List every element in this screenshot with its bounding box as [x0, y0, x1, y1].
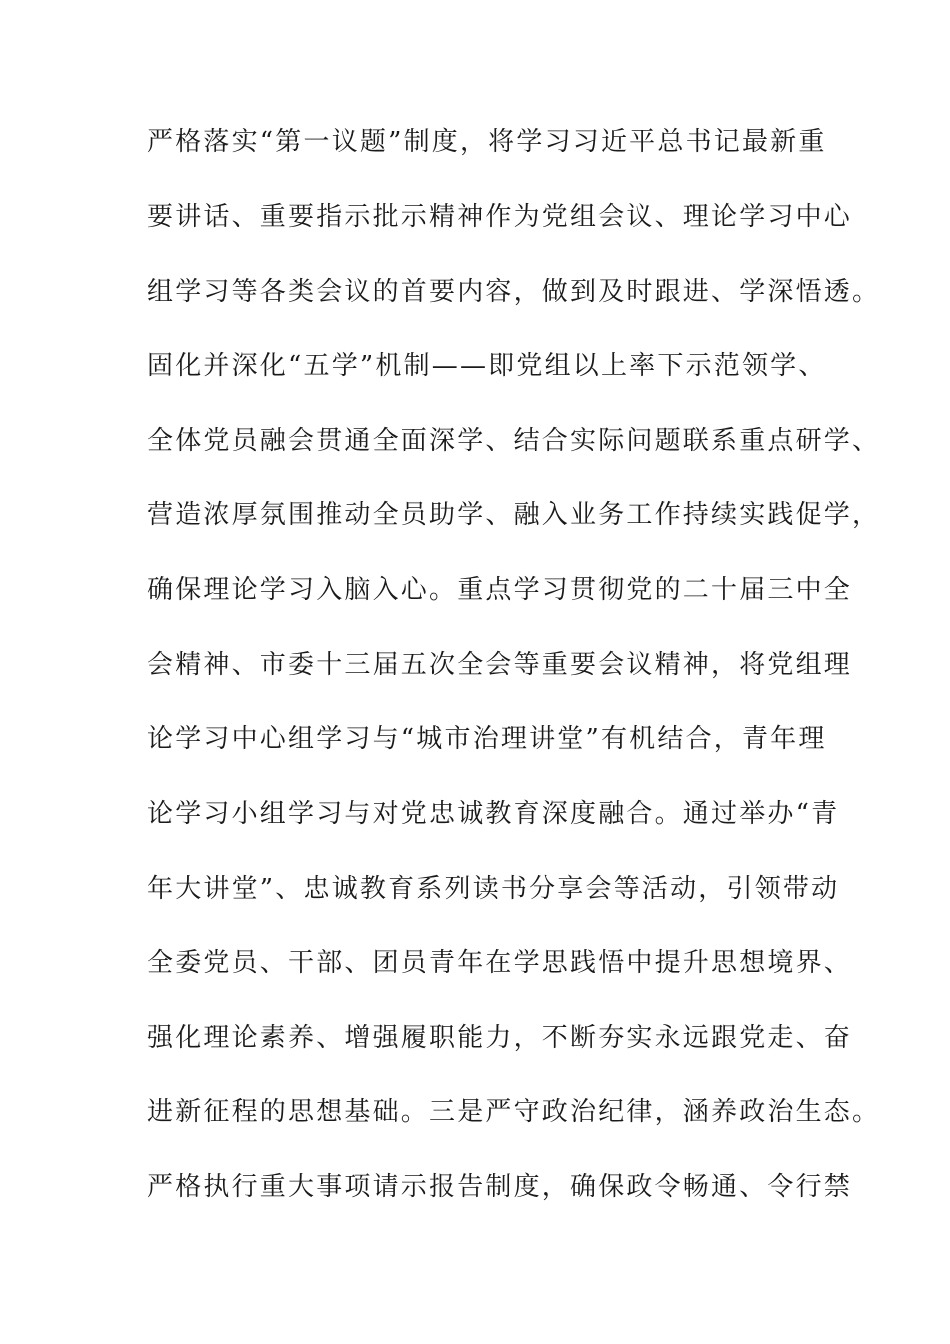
text-line: 会精神、市委十三届五次全会等重要会议精神，将党组理 [147, 650, 853, 680]
text-line: 进新征程的思想基础。三是严守政治纪律，涵养政治生态。 [147, 1097, 881, 1127]
text-line: 年大讲堂”、忠诚教育系列读书分享会等活动，引领带动 [147, 874, 840, 904]
text-line: 强化理论素养、增强履职能力，不断夯实永远跟党走、奋 [147, 1023, 853, 1053]
text-line: 严格执行重大事项请示报告制度，确保政令畅通、令行禁 [147, 1172, 853, 1202]
text-line: 确保理论学习入脑入心。重点学习贯彻党的二十届三中全 [147, 575, 853, 605]
text-line: 营造浓厚氛围推动全员助学、融入业务工作持续实践促学， [147, 500, 881, 530]
text-line: 论学习小组学习与对党忠诚教育深度融合。通过举办“青 [147, 799, 840, 829]
text-line: 全委党员、干部、团员青年在学思践悟中提升思想境界、 [147, 948, 853, 978]
text-line: 组学习等各类会议的首要内容，做到及时跟进、学深悟透。 [147, 277, 881, 307]
text-line: 要讲话、重要指示批示精神作为党组会议、理论学习中心 [147, 202, 853, 232]
text-line: 全体党员融会贯通全面深学、结合实际问题联系重点研学、 [147, 426, 881, 456]
text-line: 论学习中心组学习与“城市治理讲堂”有机结合，青年理 [147, 724, 827, 754]
text-line: 固化并深化“五学”机制——即党组以上率下示范领学、 [147, 351, 827, 381]
text-line: 严格落实“第一议题”制度，将学习习近平总书记最新重 [147, 127, 827, 157]
